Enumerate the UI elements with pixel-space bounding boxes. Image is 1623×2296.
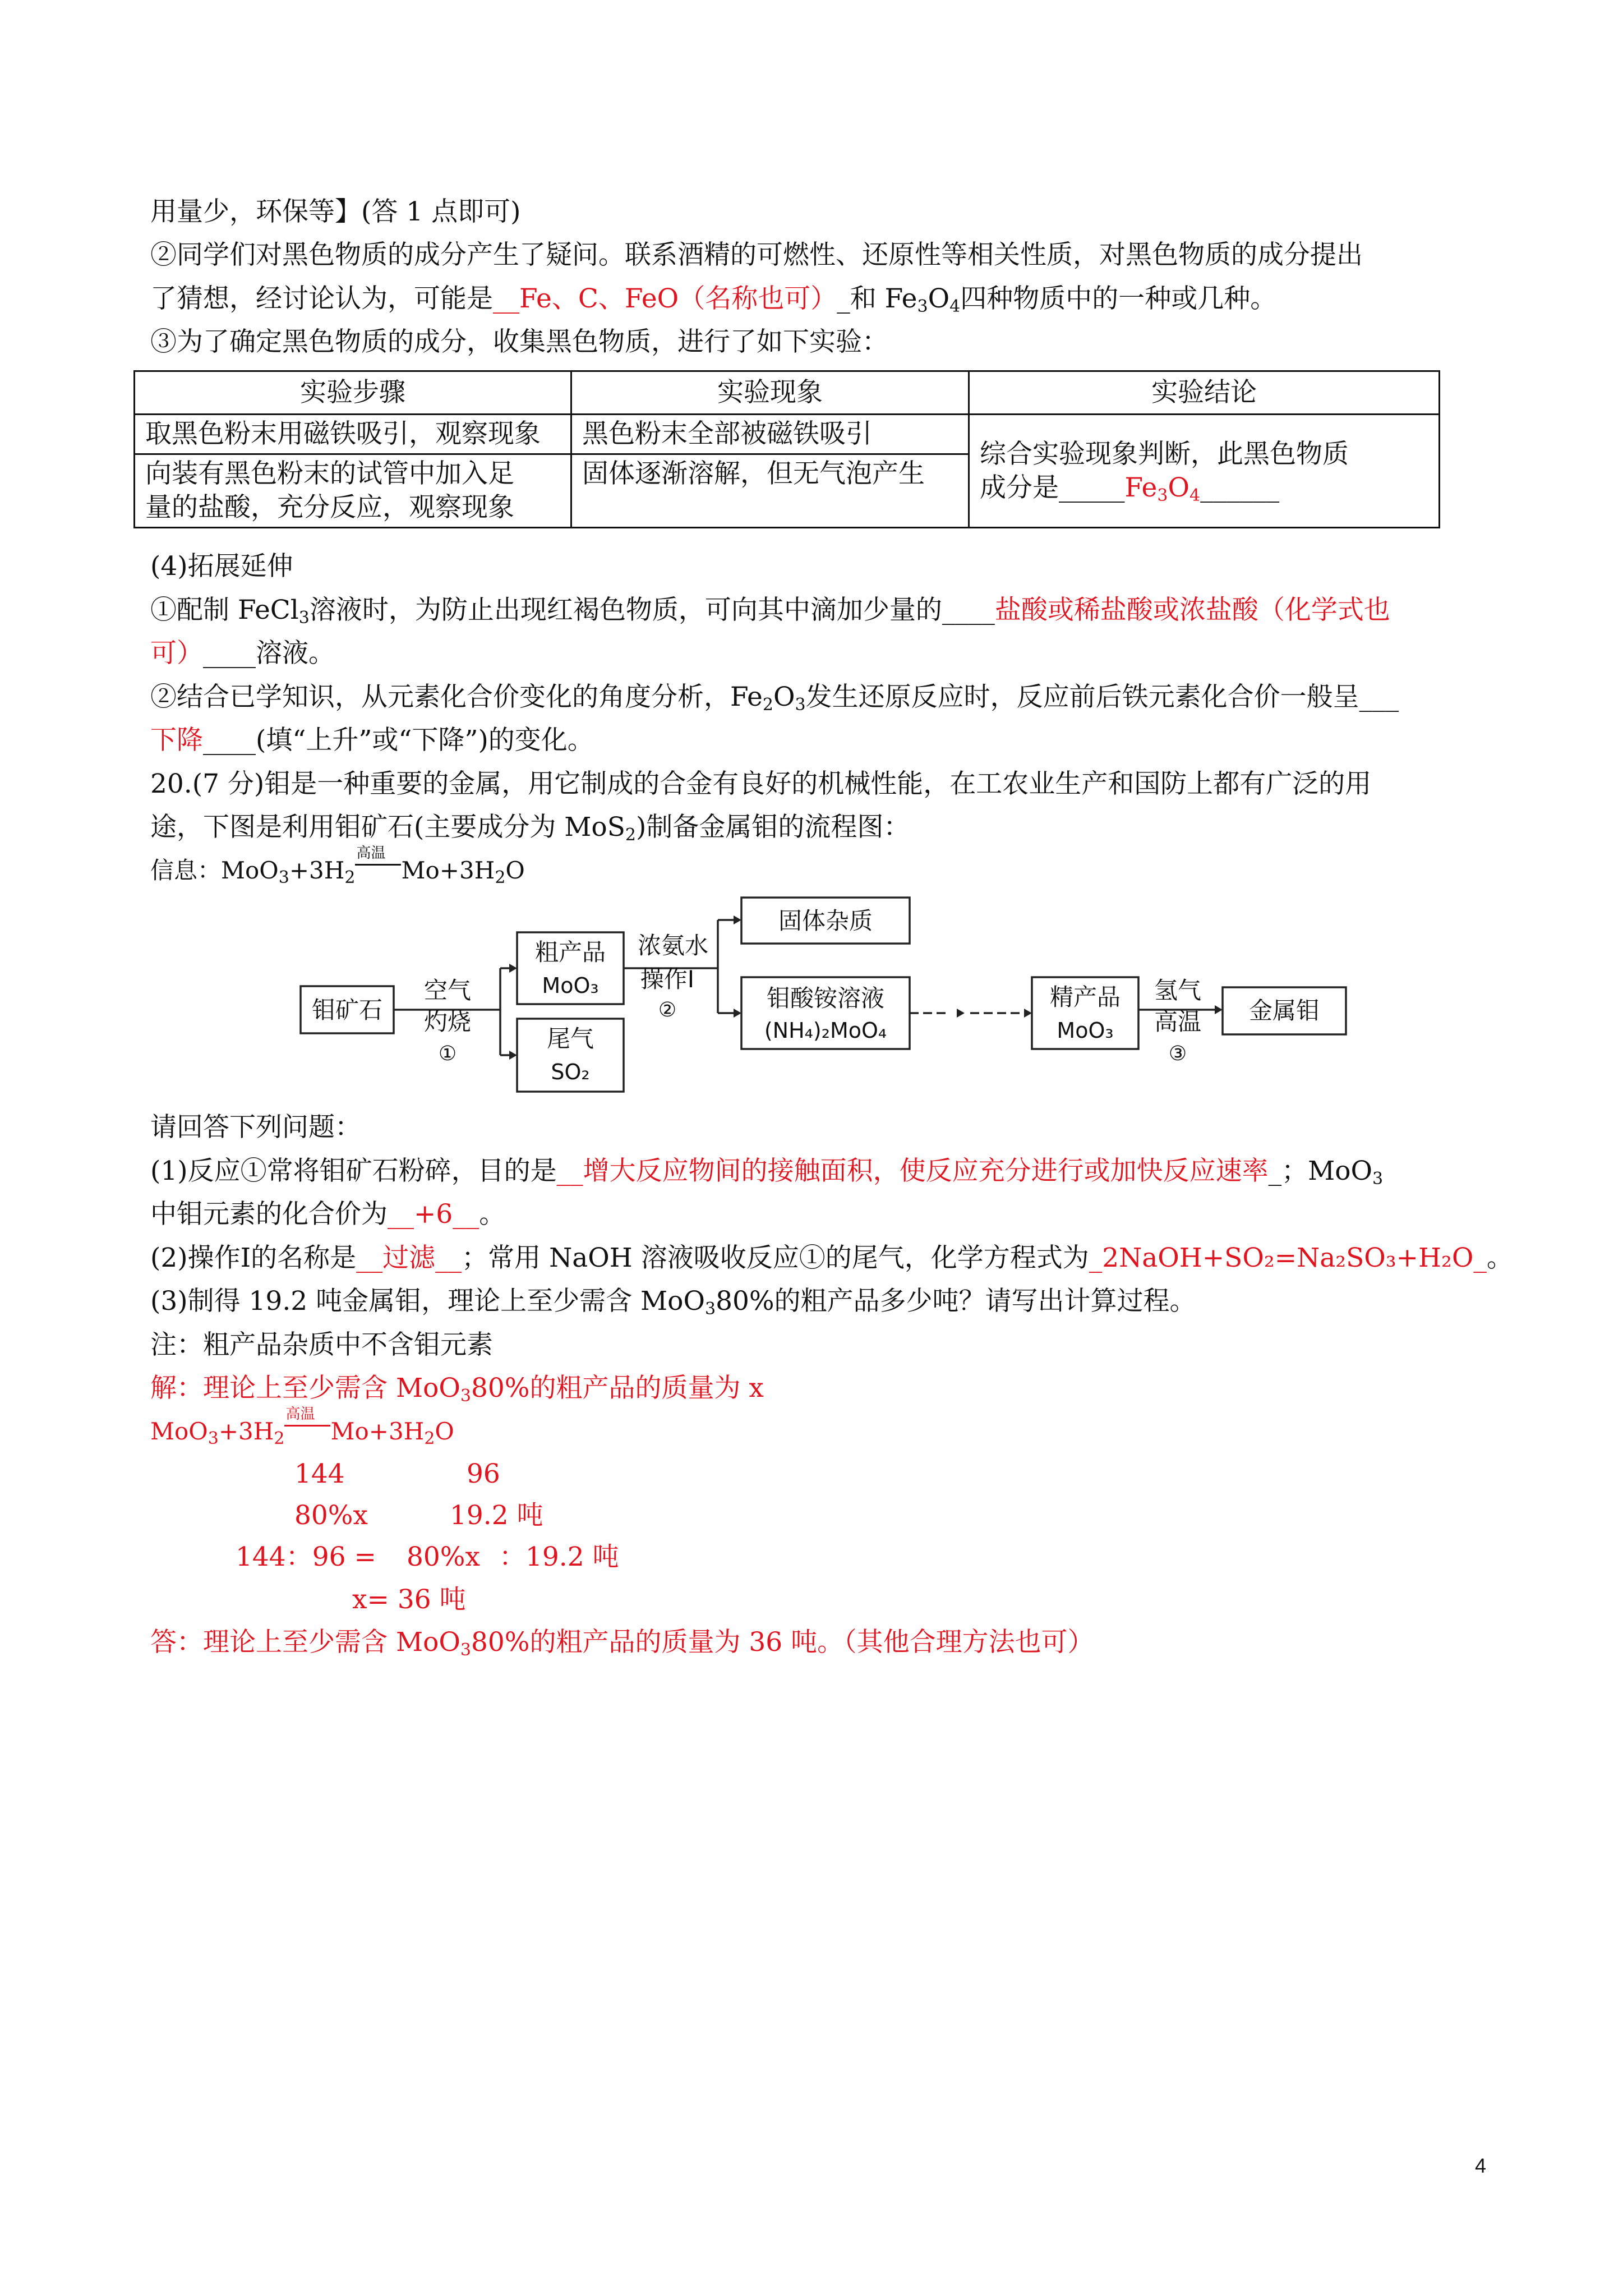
label-step-3: ③ — [1168, 1042, 1187, 1065]
label-ore: 钼矿石 — [311, 996, 383, 1024]
solution-line: ：19.2 吨 — [499, 1542, 619, 1572]
label-roast: 灼烧 — [423, 1008, 472, 1036]
text-line: ②结合已学知识，从元素化合价变化的角度分析，$Fe_2O_3$发生还原反应时，反应前后铁元素化合价一般呈___ — [150, 682, 1399, 715]
label-crude: 粗产品 — [534, 938, 606, 966]
experiment-table — [133, 370, 1440, 528]
label-metal: 金属钼 — [1248, 997, 1320, 1024]
solution-line: 96 — [467, 1458, 500, 1489]
text-line: 途，下图是利用钼矿石(主要成分为 MoS$_2$)制备金属钼的流程图： — [150, 812, 910, 845]
solution-line: 解：理论上至少需含 MoO$_3$80%的粗产品的质量为 x — [150, 1373, 764, 1406]
solution-line: 80%x — [294, 1500, 368, 1531]
label-step-1: ① — [438, 1042, 457, 1065]
text-line: ①配制 FeCl$_3$溶液时，为防止出现红褐色物质，可向其中滴加少量的____盐酸或稀盐酸或浓盐酸（化学式也 — [150, 595, 1390, 628]
text-line: (4)拓展延伸 — [150, 551, 293, 582]
label-step-2: ② — [658, 999, 677, 1022]
text-line: (3)制得 19.2 吨金属钼，理论上至少需含 MoO$_3$80%的粗产品多少吨？请写出计算过程。 — [150, 1286, 1196, 1319]
solution-line: 19.2 吨 — [450, 1500, 543, 1531]
label-ammonia: 浓氨水 — [637, 932, 709, 959]
text-line: 了猜想，经讨论认为，可能是__Fe、C、FeO（名称也可）_和 $Fe_3O_4$四种物质中的一种或几种。 — [150, 283, 1277, 316]
condition-high-temp: 高温 — [284, 1419, 330, 1442]
text-line: ②同学们对黑色物质的成分产生了疑问。联系酒精的可燃性、还原性等相关性质，对黑色物质的成分提出 — [150, 240, 1363, 270]
condition-high-temp: 高温 — [355, 858, 401, 881]
solution-equation: $MoO_3+3H_2$ 高温 $Mo+3H_2O$ — [150, 1406, 454, 1448]
text-line: (2)操作Ⅰ的名称是__过滤__；常用 NaOH 溶液吸收反应①的尾气，化学方程式为_2NaOH+SO₂=Na₂SO₃+H₂O_。 — [150, 1243, 1513, 1273]
label-fine-formula: MoO₃ — [1057, 1018, 1114, 1043]
label-high-temp: 高温 — [1154, 1008, 1202, 1036]
label-air: 空气 — [423, 977, 472, 1004]
text-line: 注：粗产品杂质中不含钼元素 — [150, 1329, 493, 1360]
process-flow-diagram — [297, 892, 1408, 1105]
table-cell-conclusion: 综合实验现象判断，此黑色物质 成分是$\_\_\_\_\_Fe_3O_4\_\_\_\_\_\_$ — [969, 415, 1440, 528]
table-cell: 固体逐渐溶解，但无气泡产生 — [571, 454, 969, 528]
text-line: 下降____(填“上升”或“下降”)的变化。 — [150, 725, 594, 756]
solution-line: 80%x — [407, 1542, 480, 1572]
answer-line: 答：理论上至少需含 MoO$_3$80%的粗产品的质量为 36 吨。（其他合理方法也可） — [150, 1627, 1094, 1660]
text-line: 可）____溶液。 — [150, 638, 335, 669]
text-line: ③为了确定黑色物质的成分，收集黑色物质，进行了如下实验： — [150, 326, 888, 357]
table-cell: 取黑色粉末用磁铁吸引，观察现象 — [135, 415, 571, 454]
solution-line: x= 36 吨 — [352, 1584, 466, 1615]
text-line: 中钼元素的化合价为__+6__。 — [150, 1199, 506, 1230]
table-header: 实验现象 — [571, 371, 969, 415]
label-hydrogen: 氢气 — [1154, 977, 1202, 1004]
solution-line: 144 — [294, 1458, 345, 1489]
label-fine: 精产品 — [1049, 983, 1121, 1011]
solution-line: 144：96 = — [236, 1542, 376, 1572]
label-solution: 钼酸铵溶液 — [766, 984, 885, 1012]
label-tail: 尾气 — [546, 1025, 594, 1052]
label-tail-formula: SO₂ — [551, 1060, 590, 1084]
text-line: (1)反应①常将钼矿石粉碎，目的是__增大反应物间的接触面积，使反应充分进行或加快反应速率_；MoO$_3$ — [150, 1156, 1384, 1189]
label-crude-formula: MoO₃ — [542, 973, 599, 998]
text-line: 20.(7 分)钼是一种重要的金属，用它制成的合金有良好的机械性能，在工农业生产和国防上都有广泛的用 — [150, 769, 1372, 799]
label-operation: 操作Ⅰ — [640, 965, 695, 993]
page-number: 4 — [1475, 2154, 1487, 2177]
table-cell: 黑色粉末全部被磁铁吸引 — [571, 415, 969, 454]
reaction-info: 信息：$MoO_3+3H_2$ 高温 $Mo+3H_2O$ — [150, 845, 525, 887]
text-line: 请回答下列问题： — [150, 1112, 361, 1143]
label-solution-formula: (NH₄)₂MoO₄ — [764, 1018, 887, 1043]
label-solid: 固体杂质 — [778, 907, 873, 935]
table-header: 实验步骤 — [135, 371, 571, 415]
table-cell: 向装有黑色粉末的试管中加入足 量的盐酸，充分反应，观察现象 — [135, 454, 571, 528]
text-line: 用量少，环保等】(答 1 点即可) — [150, 196, 521, 227]
table-header: 实验结论 — [969, 371, 1440, 415]
